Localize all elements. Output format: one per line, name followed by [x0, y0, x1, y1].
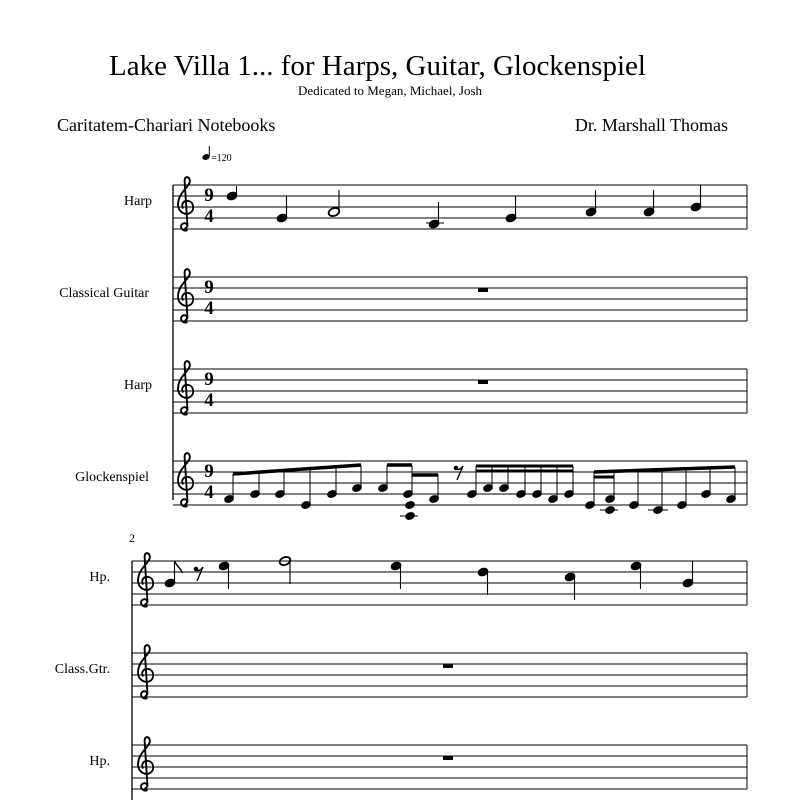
svg-text:9: 9	[204, 369, 214, 390]
treble-clef-group	[138, 177, 193, 791]
svg-text:4: 4	[204, 390, 214, 411]
dedication: Dedicated to Megan, Michael, Josh	[297, 83, 483, 98]
publisher: Caritatem-Chariari Notebooks	[57, 115, 276, 135]
instrument-label-harp-1: Harp	[124, 194, 152, 209]
measure-number: 2	[129, 531, 135, 545]
svg-text:4: 4	[204, 206, 214, 227]
svg-text:4: 4	[204, 298, 214, 319]
instrument-label-hp-abbrev-2: Hp.	[89, 754, 110, 769]
instrument-label-harp-2: Harp	[124, 378, 152, 393]
tempo-value: =120	[211, 153, 232, 164]
svg-text:9: 9	[204, 185, 214, 206]
staff-lines	[132, 185, 747, 789]
svg-text:4: 4	[204, 482, 214, 503]
svg-text:9: 9	[204, 461, 214, 482]
instrument-label-hp-abbrev-1: Hp.	[89, 570, 110, 585]
harp-1-measure-2-notes	[164, 556, 694, 600]
time-signatures	[204, 185, 214, 503]
measure-rests	[443, 288, 488, 760]
composer: Dr. Marshall Thomas	[574, 115, 728, 135]
instrument-label-class-gtr-abbrev: Class.Gtr.	[54, 662, 110, 677]
svg-text:9: 9	[204, 277, 214, 298]
score-title: Lake Villa 1... for Harps, Guitar, Glockenspiel	[109, 50, 646, 82]
instrument-label-glockenspiel: Glockenspiel	[75, 470, 149, 485]
glockenspiel-notes	[224, 465, 737, 521]
tempo-mark	[201, 146, 231, 164]
instrument-label-guitar: Classical Guitar	[59, 286, 149, 301]
